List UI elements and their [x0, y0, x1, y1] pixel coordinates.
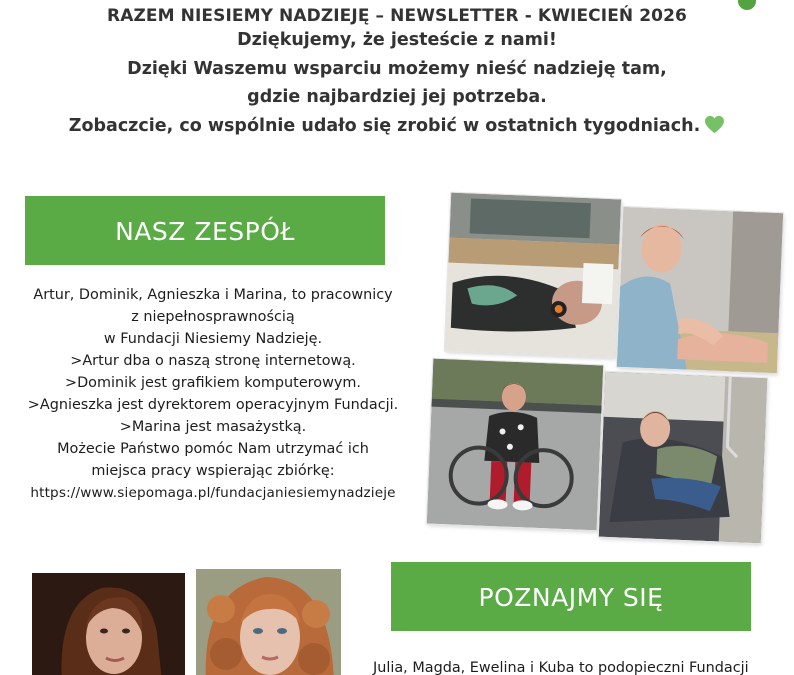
team-line: miejsca pracy wspierając zbiórkę:	[91, 463, 335, 479]
portrait-curly-haired-woman	[196, 569, 341, 675]
photo-man-lying-with-headphones	[445, 193, 621, 358]
thanks-line: Dziękujemy, że jesteście z nami!	[237, 30, 557, 50]
team-line: z niepełnosprawnością	[131, 309, 295, 325]
fundraiser-link[interactable]: https://www.siepomaga.pl/fundacjaniesiemynadzieje	[30, 485, 396, 501]
need-line: gdzie najbardziej jej potrzeba.	[247, 87, 547, 107]
team-line: w Fundacji Niesiemy Nadzieję.	[103, 331, 323, 347]
meet-intro-text: Julia, Magda, Ewelina i Kuba to podopieczni Fundacji	[373, 660, 749, 675]
team-description	[8, 284, 418, 504]
team-line: Artur, Dominik, Agnieszka i Marina, to pracownicy	[33, 287, 393, 303]
photo-massage-therapist	[617, 207, 783, 373]
see-line-text: Zobaczcie, co wspólnie udało się zrobić w ostatnich tygodniach.	[68, 115, 701, 136]
support-line: Dzięki Waszemu wsparciu możemy nieść nadzieję tam,	[127, 58, 667, 79]
see-line	[0, 112, 794, 144]
portrait-dark-haired-woman	[32, 573, 185, 675]
team-section-heading: NASZ ZESPÓŁ	[25, 196, 385, 265]
team-line: >Agnieszka jest dyrektorem operacyjnym Fundacji.	[27, 397, 399, 413]
team-line: >Artur dba o naszą stronę internetową.	[70, 353, 356, 369]
photo-man-in-special-chair	[599, 372, 767, 543]
team-line: >Dominik jest grafikiem komputerowym.	[65, 375, 361, 391]
team-line: Możecie Państwo pomóc Nam utrzymać ich	[57, 441, 369, 457]
green-heart-icon	[704, 115, 725, 144]
newsletter-title: RAZEM NIESIEMY NADZIEJĘ – NEWSLETTER - KWIECIEŃ 2026	[107, 6, 687, 26]
team-line: >Marina jest masażystką.	[119, 419, 307, 435]
photo-woman-in-wheelchair	[427, 359, 603, 531]
newsletter-header	[0, 6, 794, 143]
meet-section-heading: POZNAJMY SIĘ	[391, 562, 751, 631]
